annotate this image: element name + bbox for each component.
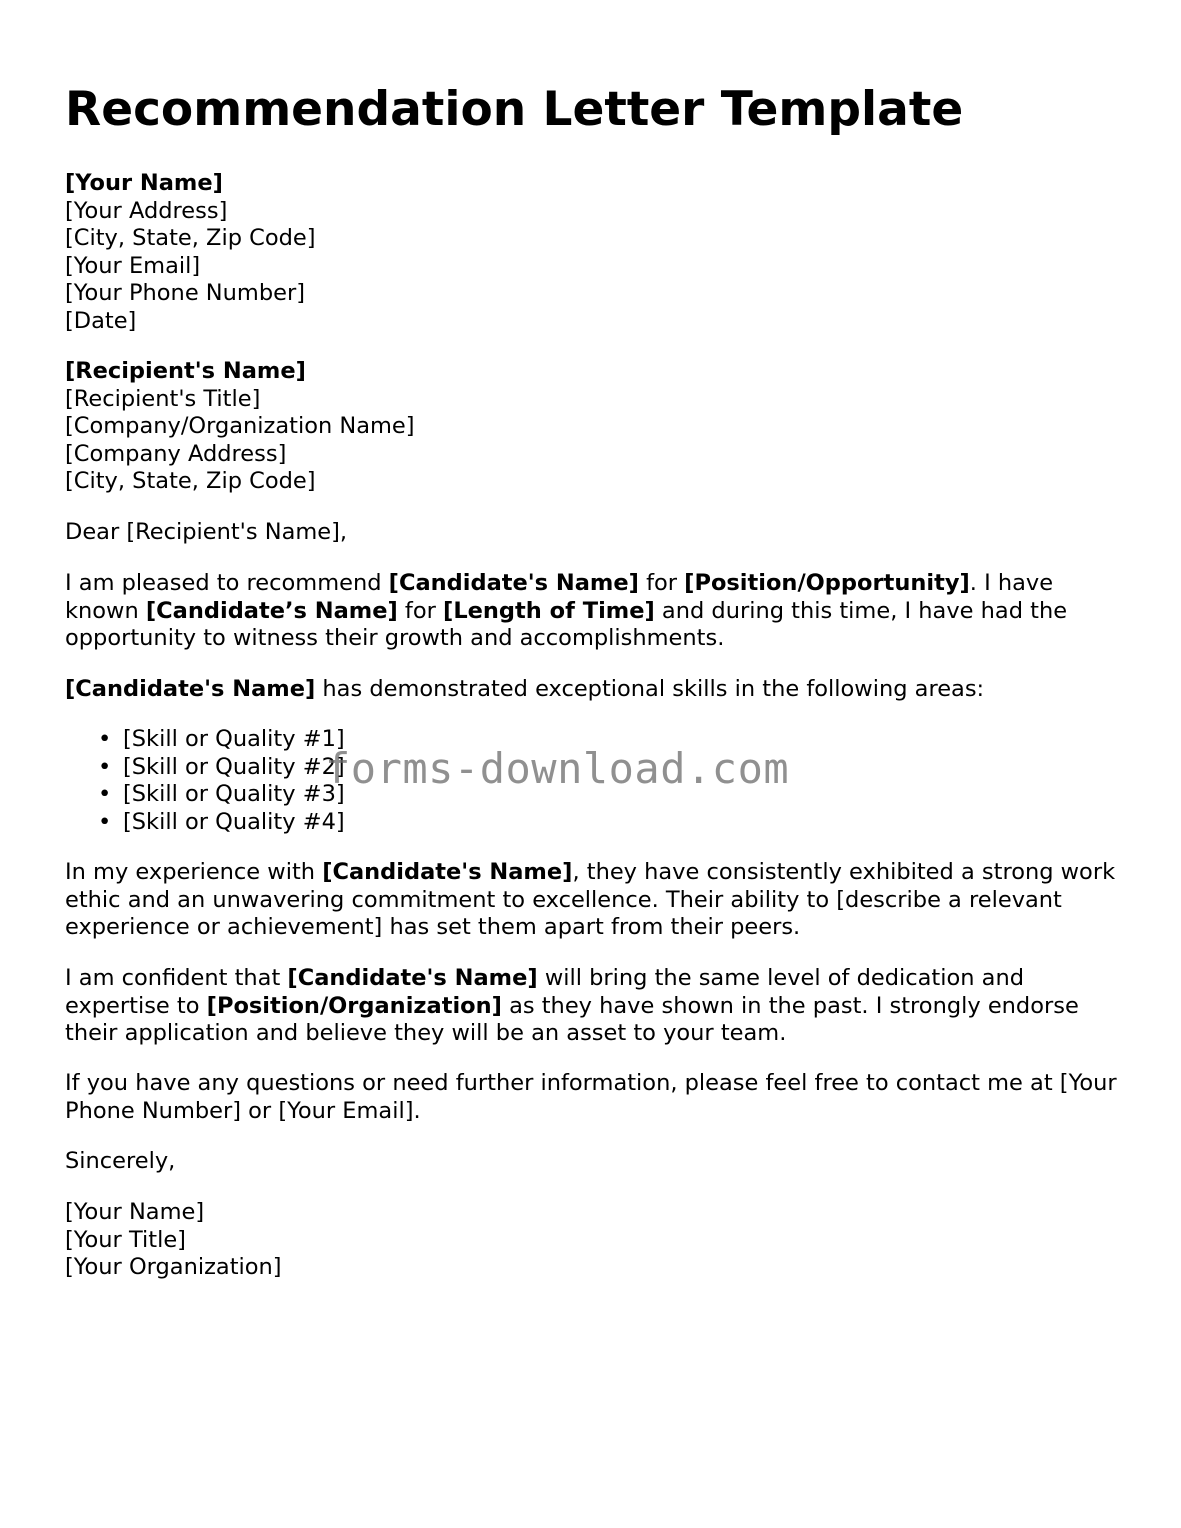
signature-block	[65, 1199, 282, 1282]
text: and during this time, I have had the opportunity to witness their growth and accomplishments.	[65, 597, 1068, 651]
sender-date: [Date]	[65, 307, 137, 334]
list-item	[98, 726, 345, 754]
candidate-name: [Candidate's Name]	[65, 676, 316, 702]
text: I am confident that	[65, 965, 288, 991]
sender-city: [City, State, Zip Code]	[65, 225, 316, 251]
skill-text: [Skill or Quality #1]	[123, 726, 345, 752]
sender-name: [Your Name]	[65, 170, 223, 196]
text: for	[638, 570, 685, 596]
sender-block	[65, 170, 316, 335]
recipient-city: [City, State, Zip Code]	[65, 468, 316, 494]
text: has demonstrated exceptional skills in the following areas:	[315, 676, 985, 702]
list-item	[98, 808, 345, 837]
watermark: forms-download.com	[325, 744, 790, 793]
closing: Sincerely,	[65, 1148, 176, 1174]
text: In my experience with	[65, 859, 323, 885]
recipient-company: [Company/Organization Name]	[65, 413, 415, 439]
page-title: Recommendation Letter Template	[65, 82, 964, 137]
bullet-icon: •	[98, 726, 112, 752]
sender-address: [Your Address]	[65, 197, 228, 224]
experience-paragraph	[65, 859, 1125, 942]
text: I am pleased to recommend	[65, 570, 389, 596]
candidate-name: [Candidate's Name]	[287, 965, 538, 991]
bullet-icon: •	[98, 753, 112, 780]
skills-list	[65, 726, 345, 836]
intro-paragraph	[65, 570, 1125, 653]
skill-text: [Skill or Quality #2]	[123, 753, 345, 780]
list-item	[98, 753, 345, 782]
signature-organization: [Your Organization]	[65, 1254, 282, 1280]
text: , they have consistently exhibited a strong work ethic and an unwavering commitment to excellence. Their ability to [describe a relevant experience or achievement] has set them apart from their peers.	[65, 859, 1116, 940]
sender-phone: [Your Phone Number]	[65, 280, 305, 306]
text: as they have shown in the past. I strongly endorse their application and believe they will be an asset to your team.	[65, 992, 1079, 1046]
text: will bring the same level of dedication and expertise to	[65, 965, 1025, 1019]
candidate-name: [Candidate's Name]	[322, 859, 573, 885]
position-organization: [Position/Organization]	[206, 992, 502, 1019]
skills-intro-paragraph	[65, 676, 1125, 704]
text: for	[397, 597, 444, 624]
sender-email: [Your Email]	[65, 252, 201, 279]
contact-paragraph: If you have any questions or need further information, please feel free to contact me at [Your Phone Number] or [Your Email].	[65, 1070, 1117, 1124]
list-item	[98, 781, 345, 809]
salutation: Dear [Recipient's Name],	[65, 519, 348, 545]
recipient-address: [Company Address]	[65, 440, 287, 467]
recipient-title: [Recipient's Title]	[65, 385, 261, 412]
signature-title: [Your Title]	[65, 1226, 186, 1253]
skill-text: [Skill or Quality #3]	[123, 781, 345, 807]
bullet-icon: •	[98, 808, 112, 835]
candidate-name: [Candidate's Name]	[388, 570, 639, 596]
skill-text: [Skill or Quality #4]	[123, 808, 345, 835]
endorsement-paragraph	[65, 965, 1125, 1048]
text: . I have known	[65, 570, 1054, 624]
recipient-name: [Recipient's Name]	[65, 358, 306, 384]
signature-name: [Your Name]	[65, 1199, 205, 1225]
position-opportunity: [Position/Opportunity]	[684, 570, 970, 596]
length-of-time: [Length of Time]	[443, 597, 655, 624]
bullet-icon: •	[98, 781, 112, 807]
recipient-block	[65, 358, 415, 496]
candidate-name: [Candidate’s Name]	[145, 597, 398, 624]
